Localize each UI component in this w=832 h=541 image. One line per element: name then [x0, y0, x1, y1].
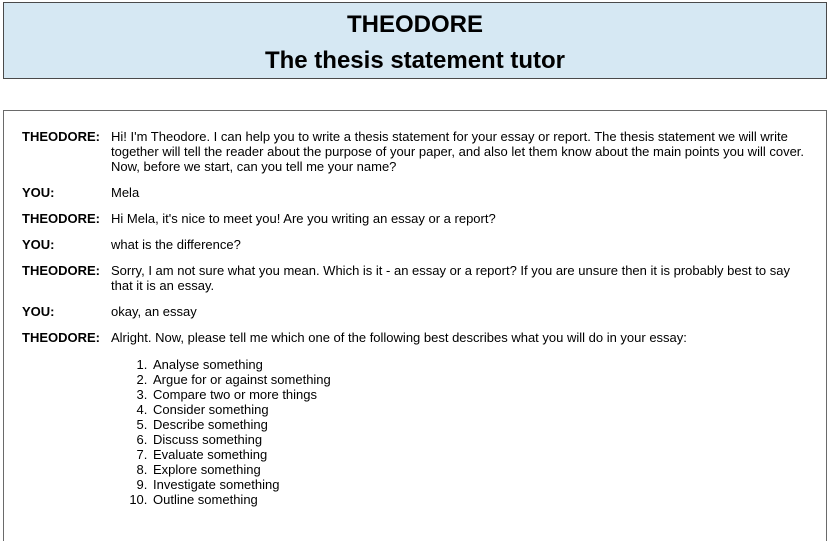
conversation-log [4, 111, 826, 507]
essay-type-options [111, 357, 806, 507]
message-text: Hi Mela, it's nice to meet you! Are you writing an essay or a report? [111, 211, 496, 226]
message-text [111, 330, 806, 507]
app-subtitle: The thesis statement tutor [264, 47, 566, 74]
message-text: Mela [111, 185, 140, 200]
title-banner [3, 2, 827, 79]
message-text: Hi! I'm Theodore. I can help you to write a thesis statement for your essay or report. The thesis statement we will write together will tell the reader about the purpose of your paper, and also let them know about the main points you will cover. Now, before we start, can you tell me your name? [111, 129, 805, 174]
option-item: 9. Investigate something [151, 477, 806, 492]
option-item: 10. Outline something [151, 492, 806, 507]
option-item: 5. Describe something [151, 417, 806, 432]
chat-message-tutor [22, 330, 806, 507]
speaker-label: THEODORE: [22, 129, 100, 144]
message-text: what is the difference? [111, 237, 241, 252]
option-item: 6. Discuss something [151, 432, 806, 447]
chat-message-user [22, 185, 806, 200]
speaker-label: YOU: [22, 304, 55, 319]
prompt-text: Alright. Now, please tell me which one of the following best describes what you will do in your essay: [111, 330, 687, 345]
chat-message-tutor [22, 211, 806, 226]
speaker-label: THEODORE: [22, 263, 100, 278]
conversation-panel [3, 110, 827, 541]
speaker-label: YOU: [22, 237, 55, 252]
option-item: 1. Analyse something [151, 357, 806, 372]
message-text: okay, an essay [111, 304, 197, 319]
option-item: 3. Compare two or more things [151, 387, 806, 402]
option-item: 8. Explore something [151, 462, 806, 477]
option-item: 7. Evaluate something [151, 447, 806, 462]
speaker-label: THEODORE: [22, 211, 100, 226]
option-item: 2. Argue for or against something [151, 372, 806, 387]
message-text: Sorry, I am not sure what you mean. Which is it - an essay or a report? If you are unsure then it is probably best to say that it is an essay. [111, 263, 790, 293]
app-title: THEODORE [346, 11, 483, 38]
speaker-label: YOU: [22, 185, 55, 200]
speaker-label: THEODORE: [22, 330, 100, 345]
chat-message-tutor [22, 129, 806, 174]
chat-message-user [22, 304, 806, 319]
chat-message-user [22, 237, 806, 252]
option-item: 4. Consider something [151, 402, 806, 417]
chat-message-tutor [22, 263, 806, 293]
